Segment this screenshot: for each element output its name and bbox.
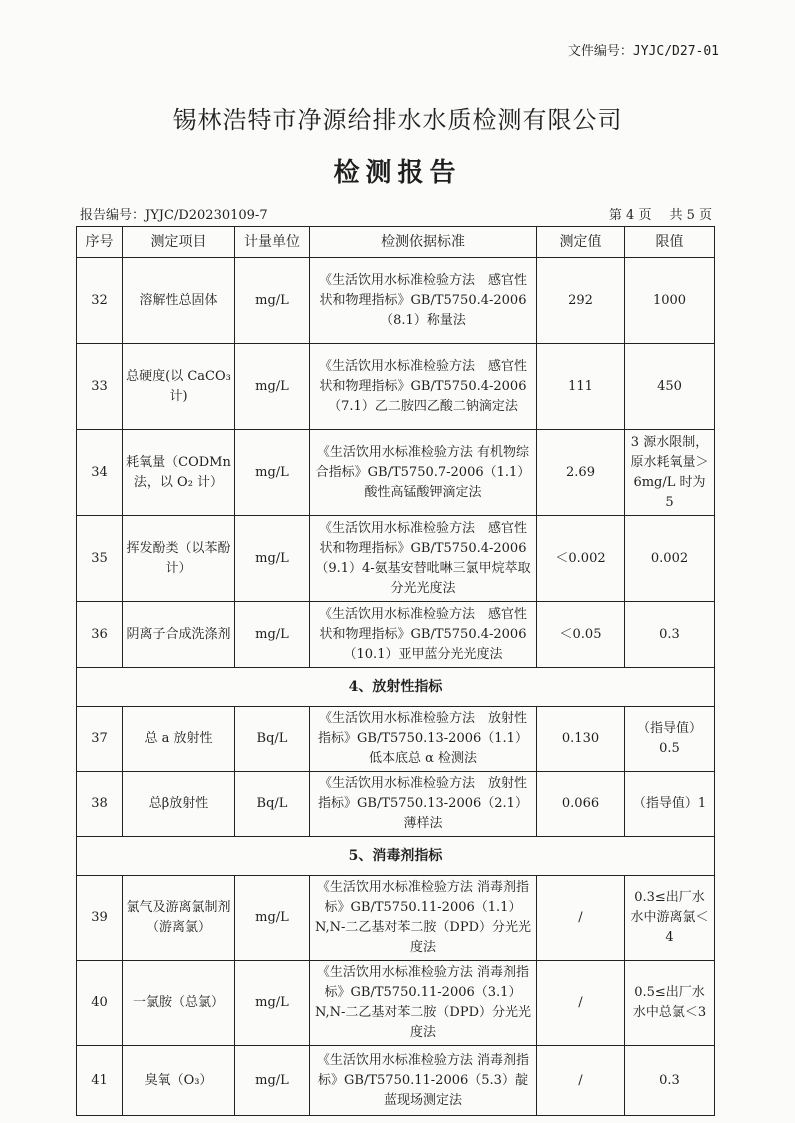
cell-item: 一氯胺（总氯） [123, 961, 235, 1046]
col-header-no: 序号 [77, 227, 123, 258]
cell-value: 0.066 [537, 772, 625, 837]
cell-no: 37 [77, 707, 123, 772]
report-title: 检测报告 [333, 158, 462, 188]
cell-method: 《生活饮用水标准检验方法 放射性指标》GB/T5750.13-2006（1.1）低本底总 α 检测法 [310, 707, 537, 772]
section-title: 5、消毒剂指标 [77, 837, 715, 876]
cell-unit: mg/L [235, 344, 310, 430]
cell-unit: mg/L [235, 516, 310, 602]
cell-value: 2.69 [537, 430, 625, 516]
cell-unit: mg/L [235, 961, 310, 1046]
cell-limit: 0.3 [625, 1046, 715, 1116]
cell-limit: 0.3 [625, 602, 715, 668]
cell-item: 臭氧（O₃） [123, 1046, 235, 1116]
cell-unit: mg/L [235, 602, 310, 668]
table-body [77, 258, 715, 1116]
section-row [77, 668, 715, 707]
table-row [77, 516, 715, 602]
cell-unit: mg/L [235, 876, 310, 961]
cell-value: 292 [537, 258, 625, 344]
cell-value: ＜0.002 [537, 516, 625, 602]
cell-method: 《生活饮用水标准检验方法 感官性状和物理指标》GB/T5750.4-2006（8.1）称量法 [310, 258, 537, 344]
col-header-method: 检测依据标准 [310, 227, 537, 258]
results-table [76, 226, 715, 1116]
page-indicator [609, 204, 712, 223]
cell-no: 35 [77, 516, 123, 602]
cell-no: 34 [77, 430, 123, 516]
cell-method: 《生活饮用水标准检验方法 感官性状和物理指标》GB/T5750.4-2006（9.1）4-氨基安替吡啉三氯甲烷萃取分光光度法 [310, 516, 537, 602]
col-header-limit: 限值 [625, 227, 715, 258]
cell-unit: Bq/L [235, 707, 310, 772]
table-header-row [77, 227, 715, 258]
table-row [77, 961, 715, 1046]
cell-no: 38 [77, 772, 123, 837]
cell-value: 0.130 [537, 707, 625, 772]
cell-limit: 3 源水限制，原水耗氧量＞6mg/L 时为 5 [625, 430, 715, 516]
cell-limit: 450 [625, 344, 715, 430]
cell-item: 挥发酚类（以苯酚计） [123, 516, 235, 602]
section-title: 4、放射性指标 [77, 668, 715, 707]
cell-item: 阴离子合成洗涤剂 [123, 602, 235, 668]
cell-limit: 0.002 [625, 516, 715, 602]
cell-no: 41 [77, 1046, 123, 1116]
cell-method: 《生活饮用水标准检验方法 消毒剂指标》GB/T5750.11-2006（1.1）N,N-二乙基对苯二胺（DPD）分光光度法 [310, 876, 537, 961]
table-row [77, 430, 715, 516]
section-row [77, 837, 715, 876]
cell-no: 32 [77, 258, 123, 344]
cell-item: 总 a 放射性 [123, 707, 235, 772]
cell-no: 36 [77, 602, 123, 668]
cell-method: 《生活饮用水标准检验方法 有机物综合指标》GB/T5750.7-2006（1.1）酸性高锰酸钾滴定法 [310, 430, 537, 516]
cell-method: 《生活饮用水标准检验方法 消毒剂指标》GB/T5750.11-2006（3.1）N,N-二乙基对苯二胺（DPD）分光光度法 [310, 961, 537, 1046]
cell-limit: （指导值）1 [625, 772, 715, 837]
cell-no: 39 [77, 876, 123, 961]
cell-unit: mg/L [235, 258, 310, 344]
file-number: 文件编号：JYJC/D27-01 [567, 44, 719, 59]
col-header-item: 测定项目 [123, 227, 235, 258]
cell-unit: mg/L [235, 430, 310, 516]
table-row [77, 1046, 715, 1116]
page-number: 第 4 页 [608, 208, 652, 223]
cell-method: 《生活饮用水标准检验方法 放射性指标》GB/T5750.13-2006（2.1）薄样法 [310, 772, 537, 837]
cell-limit: 1000 [625, 258, 715, 344]
company-name: 锡林浩特市净源给排水水质检测有限公司 [172, 106, 623, 134]
cell-no: 40 [77, 961, 123, 1046]
report-number: 报告编号：JYJC/D20230109-7 [80, 208, 268, 223]
cell-item: 总β放射性 [123, 772, 235, 837]
cell-value: / [537, 876, 625, 961]
cell-item: 总硬度(以 CaCO₃ 计) [123, 344, 235, 430]
table-row [77, 876, 715, 961]
table-row [77, 707, 715, 772]
cell-method: 《生活饮用水标准检验方法 消毒剂指标》GB/T5750.11-2006（5.3）靛蓝现场测定法 [310, 1046, 537, 1116]
table-row [77, 602, 715, 668]
cell-method: 《生活饮用水标准检验方法 感官性状和物理指标》GB/T5750.4-2006（7.1）乙二胺四乙酸二钠滴定法 [310, 344, 537, 430]
col-header-unit: 计量单位 [235, 227, 310, 258]
cell-item: 溶解性总固体 [123, 258, 235, 344]
col-header-value: 测定值 [537, 227, 625, 258]
cell-limit: 0.5≤出厂水水中总氯＜3 [625, 961, 715, 1046]
table-row [77, 258, 715, 344]
cell-value: / [537, 961, 625, 1046]
cell-no: 33 [77, 344, 123, 430]
cell-value: / [537, 1046, 625, 1116]
cell-value: ＜0.05 [537, 602, 625, 668]
page-total: 共 5 页 [669, 208, 712, 223]
cell-limit: （指导值）0.5 [625, 707, 715, 772]
cell-item: 耗氧量（CODMn 法，以 O₂ 计） [123, 430, 235, 516]
table-row [77, 344, 715, 430]
cell-unit: mg/L [235, 1046, 310, 1116]
cell-item: 氯气及游离氯制剂（游离氯） [123, 876, 235, 961]
cell-limit: 0.3≤出厂水水中游离氯＜4 [625, 876, 715, 961]
cell-method: 《生活饮用水标准检验方法 感官性状和物理指标》GB/T5750.4-2006（10.1）亚甲蓝分光光度法 [310, 602, 537, 668]
table-row [77, 772, 715, 837]
cell-value: 111 [537, 344, 625, 430]
cell-unit: Bq/L [235, 772, 310, 837]
